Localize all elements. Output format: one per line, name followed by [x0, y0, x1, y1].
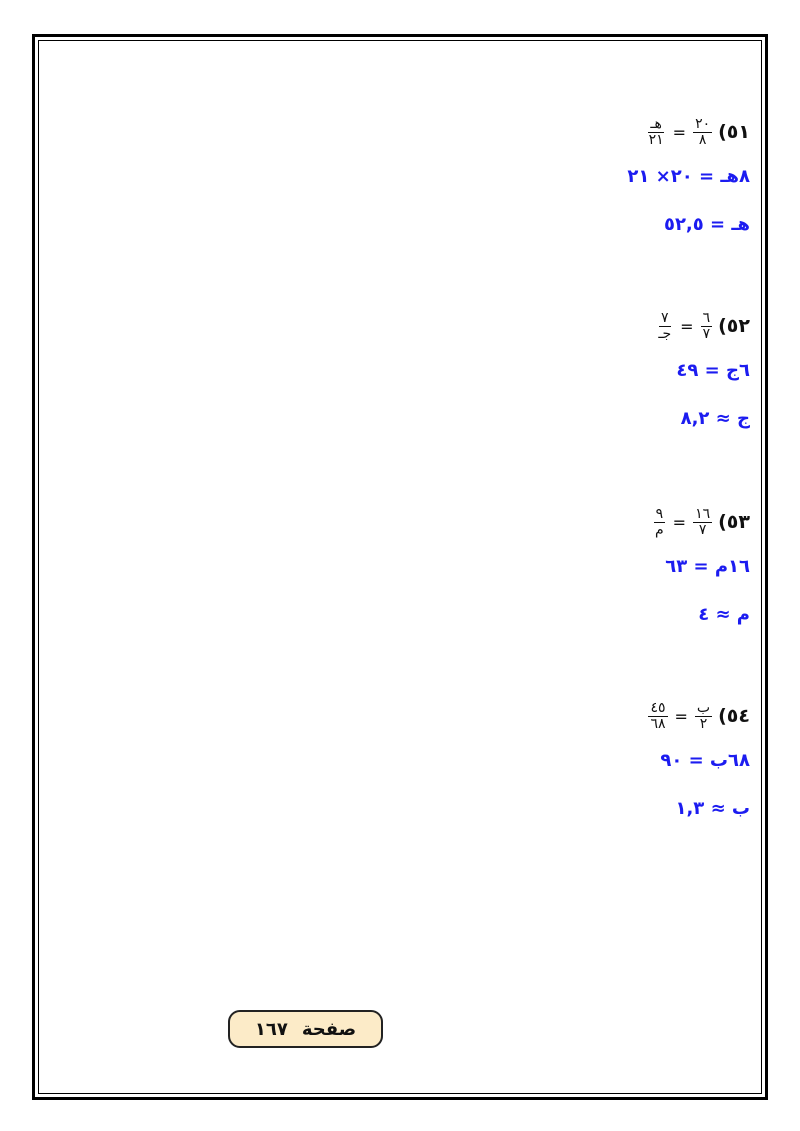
fraction-right: $\frac{٢٠}{٨}$ [695, 115, 711, 148]
equals-sign: = [674, 706, 688, 726]
problem-51 [627, 112, 750, 248]
problem-statement [656, 306, 750, 346]
solution-step: ٦ج = ٤٩ [676, 359, 750, 381]
problem-number: ٥٣) [718, 511, 750, 533]
equals-sign: = [672, 512, 687, 532]
solution-step: ٦٨ب = ٩٠ [660, 749, 750, 771]
fraction-right: $\frac{\text{ب}}{٢}$ [696, 699, 711, 732]
fraction-left: $\frac{\text{هـ}}{٢١}$ [648, 115, 664, 148]
fraction-left: $\frac{٤٥}{٦٨}$ [650, 699, 666, 732]
equals-sign: = [680, 316, 694, 336]
fraction-left: $\frac{٩}{\text{م}}$ [654, 505, 664, 538]
solution-step: ج ≈ ٨,٢ [680, 407, 750, 429]
solution-step: هـ = ٥٢,٥ [663, 213, 750, 235]
solution-step: م ≈ ٤ [698, 603, 750, 625]
problem-54 [648, 696, 750, 832]
solution-step: ب ≈ ١,٣ [675, 797, 750, 819]
page-label: صفحة [301, 1018, 357, 1040]
equals-sign: = [672, 122, 687, 142]
problem-52 [656, 306, 750, 442]
fraction-left: $\frac{٧}{\text{جـ}}$ [658, 309, 672, 342]
problem-number: ٥٢) [718, 315, 750, 337]
problem-number: ٥١) [718, 121, 750, 143]
problem-statement [627, 112, 750, 152]
page-number: ١٦٧ [254, 1018, 288, 1040]
problem-statement [653, 502, 750, 542]
problem-53 [653, 502, 750, 638]
fraction-right: $\frac{١٦}{٧}$ [695, 505, 711, 538]
solution-step: ٨هـ = ٢٠× ٢١ [627, 165, 750, 187]
fraction-right: $\frac{٦}{٧}$ [702, 309, 711, 342]
solution-step: ١٦م = ٦٣ [665, 555, 750, 577]
problem-number: ٥٤) [718, 705, 750, 727]
page-number-badge [228, 1010, 383, 1048]
problem-statement [648, 696, 750, 736]
